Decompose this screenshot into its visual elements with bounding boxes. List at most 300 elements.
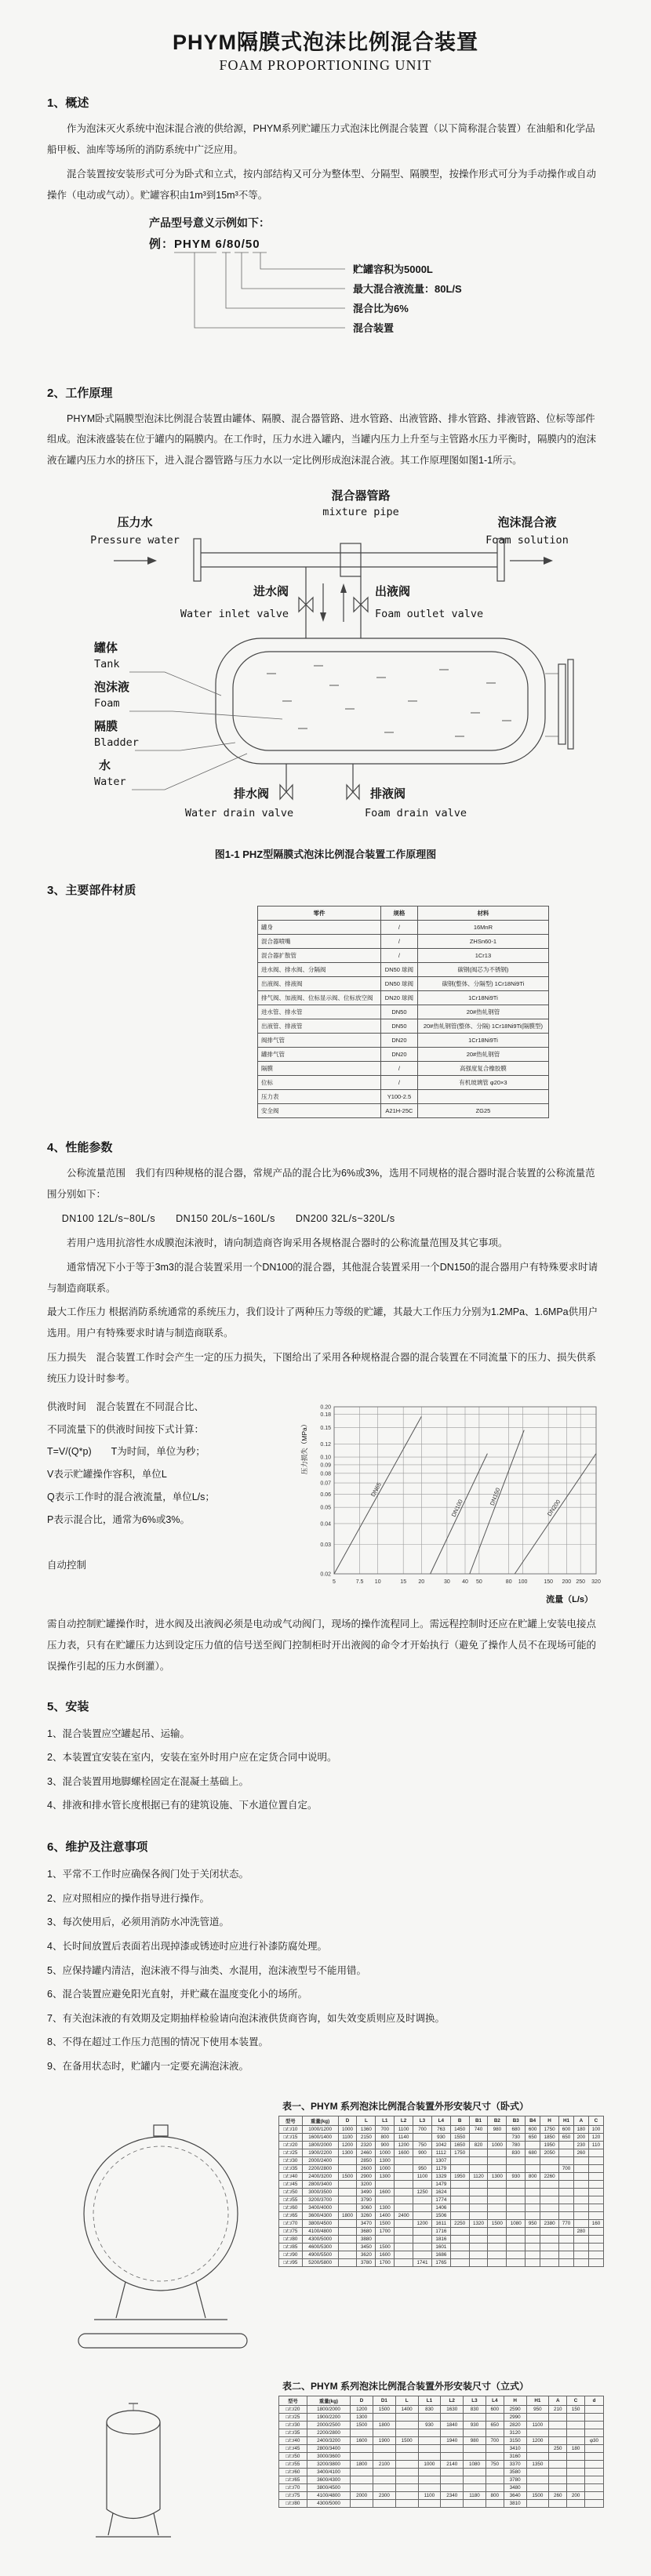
table-row: [258, 921, 549, 935]
list-item: 供液时间 混合装置在不同混合比、: [47, 1401, 205, 1412]
table-row: [279, 2460, 604, 2468]
section-5-heading: 5、安装: [47, 1699, 89, 1713]
table-cell: 2460: [357, 2149, 376, 2156]
table-cell: [338, 2156, 357, 2164]
svg-text:5: 5: [333, 1579, 336, 1585]
table-cell: 160: [588, 2219, 603, 2227]
pressure-loss-paragraph: 压力损失 混合装置工作时会产生一定的压力损失，下图给出了采用各种规格混合器的混合装置在不同流量下的压力、损失供系统压力设计时参考。: [47, 1352, 597, 1384]
table-cell: 1550: [450, 2133, 469, 2141]
table-cell: 4100/4800: [307, 2491, 350, 2499]
table-cell: [418, 2468, 441, 2476]
model-designation-svg: [78, 211, 549, 360]
column-header: 重量(kg): [307, 2396, 350, 2405]
table-cell: 1500: [376, 2219, 395, 2227]
working-principle-paragraph: PHYM卧式隔膜型泡沫比例混合装置由罐体、隔膜、混合器管路、进水管路、出液管路、排水管路、排液管路、位标等部件组成。泡沫液盛装在位于罐内的隔膜内。在工作时，压力水进入罐内，当罐内压力上升至与主管路水压力平衡时，隔膜内的泡沫液在罐内压力水的挤压下，进入混合器管路与压力水以一定比例形成泡沫混合液。其工作原理图如图1-1所示。: [47, 412, 597, 467]
table-cell: [573, 2156, 588, 2164]
table-cell: □/□/35: [279, 2164, 303, 2172]
tank-end-view-inner: [93, 2146, 228, 2281]
water-label-en: Water: [94, 776, 126, 789]
table-cell: 1180: [464, 2491, 486, 2499]
tank-outer-shell: [216, 638, 545, 764]
column-header: 型号: [279, 2116, 303, 2125]
table-cell: [469, 2188, 488, 2196]
table-cell: [373, 2483, 395, 2491]
table-cell: /: [380, 949, 417, 963]
table-cell: 4100/4800: [302, 2227, 338, 2235]
table-cell: 3880: [357, 2235, 376, 2243]
table-cell: 200: [573, 2133, 588, 2141]
table-row: [258, 1005, 549, 1019]
table-cell: 1900/2200: [307, 2413, 350, 2421]
materials-table: [257, 906, 549, 1118]
table-row: [279, 2172, 604, 2180]
vertical-dimensions-table: [278, 2396, 604, 2508]
table-row: [258, 935, 549, 949]
table-cell: [585, 2405, 604, 2413]
table-cell: [567, 2413, 585, 2421]
table-cell: [469, 2133, 488, 2141]
column-header: B4: [526, 2116, 540, 2125]
table-cell: 780: [507, 2141, 526, 2149]
auto-control-paragraph: 需自动控制贮罐操作时，进水阀及出液阀必须是电动或气动阀门，现场的操作流程同上。需远程控制时还应在贮罐上安装电接点压力表，只有在贮罐压力达到设定压力值的信号送至阀门控制柜时开出液阀的命令才开始执行（避免了操作人员不在现场可能的误操作引起的压力水倒灌）。: [47, 1618, 597, 1672]
model-example: 例：PHYM 6/80/50: [149, 237, 260, 251]
list-item: 5、应保持罐内清洁，泡沫液不得与油类、水混用，泡沫液型号不能用错。: [47, 1964, 366, 1976]
table-cell: 3200: [357, 2180, 376, 2188]
table-cell: [488, 2156, 507, 2164]
column-header: 零件: [258, 907, 381, 921]
table-cell: 2820: [504, 2421, 526, 2429]
table-cell: DN20: [380, 1034, 417, 1048]
table-cell: 930: [464, 2421, 486, 2429]
table-cell: □/□/40: [279, 2436, 307, 2444]
table-cell: 820: [469, 2141, 488, 2149]
table-cell: 3200/3800: [307, 2460, 350, 2468]
table-cell: 1100: [338, 2133, 357, 2141]
table-cell: [373, 2476, 395, 2483]
table-cell: [441, 2499, 464, 2507]
table-cell: 1042: [431, 2141, 450, 2149]
table-cell: 1700: [376, 2258, 395, 2266]
table-cell: 763: [431, 2125, 450, 2133]
table-cell: 混合器扩散管: [258, 949, 381, 963]
table-cell: [488, 2188, 507, 2196]
table-cell: 830: [464, 2405, 486, 2413]
table-cell: [559, 2172, 574, 2180]
table-cell: 1300: [338, 2149, 357, 2156]
table-cell: 1300: [376, 2172, 395, 2180]
table-cell: [395, 2204, 413, 2211]
table-row: [279, 2483, 604, 2491]
table-cell: 3600/4300: [302, 2211, 338, 2219]
table-cell: 980: [488, 2125, 507, 2133]
svg-text:0.20: 0.20: [320, 1404, 331, 1411]
table-cell: [464, 2499, 486, 2507]
table-cell: 980: [464, 2436, 486, 2444]
table-cell: 1300: [376, 2204, 395, 2211]
table-cell: 1650: [450, 2141, 469, 2149]
vertical-left-leg: [108, 2513, 113, 2535]
table-cell: 750: [486, 2460, 504, 2468]
table-cell: [395, 2180, 413, 2188]
list-item: 7、有关泡沫液的有效期及定期抽样检验请向泡沫液供货商咨询，如失效变质则应及时调换。: [47, 2012, 445, 2024]
table-cell: [526, 2243, 540, 2251]
table-cell: 800: [376, 2133, 395, 2141]
table-cell: [540, 2204, 559, 2211]
table-cell: [567, 2483, 585, 2491]
vertical-right-leg: [154, 2513, 158, 2535]
table-cell: □/□/45: [279, 2444, 307, 2452]
list-item: 3、混合装置用地脚螺栓固定在混凝土基础上。: [47, 1775, 249, 1787]
table-cell: [395, 2421, 418, 2429]
table-cell: 阀排气管: [258, 1034, 381, 1048]
svg-text:0.10: 0.10: [320, 1455, 331, 1461]
pressure-water-label-en: Pressure water: [90, 534, 180, 547]
table-cell: [549, 2483, 567, 2491]
foam-solution-label-en: Foam solution: [486, 534, 569, 547]
list-item: 3、每次使用后，必须用消防水冲洗管道。: [47, 1917, 229, 1928]
table-cell: [526, 2188, 540, 2196]
table-cell: 1765: [431, 2258, 450, 2266]
table-cell: 3620: [357, 2251, 376, 2258]
table-cell: 3640: [504, 2491, 526, 2499]
table-cell: □/□/30: [279, 2421, 307, 2429]
table-cell: [588, 2156, 603, 2164]
table-cell: [464, 2444, 486, 2452]
table-cell: 3400/4100: [307, 2468, 350, 2476]
table-cell: [549, 2452, 567, 2460]
column-header: L: [357, 2116, 376, 2125]
table-cell: 3000/3500: [302, 2188, 338, 2196]
table-cell: [450, 2204, 469, 2211]
supply-time-block: [47, 1396, 298, 1611]
table-row: [279, 2444, 604, 2452]
table-cell: 1500: [351, 2421, 373, 2429]
table-cell: [413, 2180, 432, 2188]
mixture-pipe-label-cn: 混合器管路: [331, 489, 391, 503]
level-gauge-plate: [568, 659, 573, 749]
table-cell: [441, 2429, 464, 2436]
table-cell: [540, 2227, 559, 2235]
column-header: B: [450, 2116, 469, 2125]
table-cell: 1800: [351, 2460, 373, 2468]
section-1-heading: 1、概述: [47, 96, 89, 110]
table-row: [279, 2141, 604, 2149]
table-cell: [395, 2235, 413, 2243]
table-cell: ZHSn60-1: [417, 935, 548, 949]
table-cell: [450, 2227, 469, 2235]
table-row: [279, 2251, 604, 2258]
table-cell: [413, 2211, 432, 2219]
table-cell: 1750: [540, 2125, 559, 2133]
left-leg: [116, 2282, 125, 2318]
column-header: H: [504, 2396, 526, 2405]
table-cell: □/□/65: [279, 2476, 307, 2483]
tank-side-view: [78, 2334, 247, 2348]
table-cell: [469, 2156, 488, 2164]
table-cell: [573, 2180, 588, 2188]
table-cell: □/□/55: [279, 2196, 303, 2204]
table-cell: □/□/30: [279, 2156, 303, 2164]
table-cell: 930: [418, 2421, 441, 2429]
foam-outlet-valve-label-cn: 出液阀: [375, 585, 411, 599]
foam-label-cn: 泡沫液: [94, 681, 130, 695]
table-cell: [413, 2227, 432, 2235]
table-cell: 罐身: [258, 921, 381, 935]
table-cell: [588, 2180, 603, 2188]
table-cell: 2400/3200: [302, 2172, 338, 2180]
table-cell: [573, 2243, 588, 2251]
column-header: L4: [431, 2116, 450, 2125]
table-row: [258, 1019, 549, 1034]
table-cell: [540, 2164, 559, 2172]
svg-text:0.04: 0.04: [320, 1521, 331, 1528]
table-cell: [464, 2468, 486, 2476]
table-cell: [526, 2429, 549, 2436]
table-cell: [588, 2211, 603, 2219]
table-cell: [549, 2413, 567, 2421]
table-cell: 1100: [418, 2491, 441, 2499]
table-cell: 1100: [395, 2125, 413, 2133]
table-row: [279, 2436, 604, 2444]
column-header: B2: [488, 2116, 507, 2125]
column-header: D: [351, 2396, 373, 2405]
table-cell: 20#热轧钢管: [417, 1048, 548, 1062]
table-cell: [507, 2180, 526, 2188]
table-cell: [559, 2204, 574, 2211]
table-cell: 1506: [431, 2211, 450, 2219]
table-row: [258, 1104, 549, 1118]
table-cell: [526, 2227, 540, 2235]
table-cell: [540, 2211, 559, 2219]
table-cell: /: [380, 1076, 417, 1090]
table-cell: [418, 2429, 441, 2436]
table-cell: 770: [559, 2219, 574, 2227]
table-cell: [338, 2204, 357, 2211]
table-cell: 730: [507, 2133, 526, 2141]
table-row: [279, 2429, 604, 2436]
table-cell: [573, 2219, 588, 2227]
table-cell: [567, 2436, 585, 2444]
table-cell: [526, 2204, 540, 2211]
table-cell: [338, 2235, 357, 2243]
table-cell: 1700: [376, 2227, 395, 2235]
table-cell: 3480: [504, 2483, 526, 2491]
table-cell: 2250: [450, 2219, 469, 2227]
table-cell: 1800: [338, 2211, 357, 2219]
table-row: [258, 1034, 549, 1048]
table-row: [279, 2149, 604, 2156]
table-cell: [526, 2180, 540, 2188]
table-cell: [418, 2483, 441, 2491]
table-cell: □/□/60: [279, 2468, 307, 2476]
table-cell: 位标: [258, 1076, 381, 1090]
table-cell: [441, 2483, 464, 2491]
table-cell: [559, 2149, 574, 2156]
table-cell: 1500: [376, 2243, 395, 2251]
table-cell: 680: [526, 2149, 540, 2156]
table-cell: [418, 2436, 441, 2444]
table-cell: [588, 2172, 603, 2180]
table-cell: [395, 2188, 413, 2196]
table-cell: 3800/4500: [307, 2483, 350, 2491]
table-cell: [488, 2164, 507, 2172]
table-cell: 1300: [351, 2413, 373, 2421]
table-cell: 1400: [395, 2405, 418, 2413]
table-cell: [567, 2499, 585, 2507]
table-cell: [526, 2196, 540, 2204]
table-cell: 3470: [357, 2219, 376, 2227]
table-cell: [486, 2429, 504, 2436]
table-cell: 3780: [504, 2476, 526, 2483]
table-cell: DN20: [380, 1048, 417, 1062]
column-header: D: [338, 2116, 357, 2125]
table-cell: □/□/50: [279, 2188, 303, 2196]
table-cell: 1500: [338, 2172, 357, 2180]
pressure-water-label-cn: 压力水: [117, 516, 153, 530]
column-header: L: [395, 2396, 418, 2405]
table-cell: 180: [567, 2444, 585, 2452]
table-cell: 1320: [469, 2219, 488, 2227]
table-row: [279, 2452, 604, 2460]
vertical-tank-bottom: [107, 2509, 160, 2519]
table-row: [279, 2133, 604, 2141]
table-row: [258, 1090, 549, 1104]
table-row: [279, 2235, 604, 2243]
table-cell: □/□/35: [279, 2429, 307, 2436]
table-cell: [573, 2251, 588, 2258]
table-row: [258, 963, 549, 977]
table-cell: 1850: [540, 2133, 559, 2141]
table-cell: 1816: [431, 2235, 450, 2243]
table-cell: [395, 2460, 418, 2468]
table-cell: [573, 2172, 588, 2180]
table-cell: 800: [486, 2491, 504, 2499]
table-cell: 4300/5000: [302, 2235, 338, 2243]
section-2-heading: 2、工作原理: [47, 386, 113, 400]
table-cell: [585, 2413, 604, 2421]
table-cell: 3680: [357, 2227, 376, 2235]
table-cell: 260: [549, 2491, 567, 2499]
leader-flow: [242, 253, 345, 289]
table-cell: □/□/80: [279, 2235, 303, 2243]
table-cell: 2400: [395, 2211, 413, 2219]
table-cell: 1329: [431, 2172, 450, 2180]
foam-leader: [129, 711, 282, 719]
table-cell: 1200: [351, 2405, 373, 2413]
table-cell: [418, 2452, 441, 2460]
table-cell: 680: [507, 2125, 526, 2133]
table-cell: 1840: [441, 2421, 464, 2429]
table-cell: 1Cr18Ni9Ti: [417, 1034, 548, 1048]
table-cell: □/□/40: [279, 2172, 303, 2180]
table-cell: [450, 2180, 469, 2188]
table-row: [279, 2491, 604, 2499]
svg-text:0.12: 0.12: [320, 1441, 331, 1448]
table-cell: [488, 2243, 507, 2251]
table-cell: [585, 2499, 604, 2507]
table-cell: 排气阀、加液阀、位标显示阀、位标放空阀: [258, 991, 381, 1005]
table-cell: [488, 2149, 507, 2156]
svg-text:0.03: 0.03: [320, 1542, 331, 1548]
table-cell: 混合器喷嘴: [258, 935, 381, 949]
table-cell: [464, 2452, 486, 2460]
table-cell: [441, 2452, 464, 2460]
table-cell: 1000: [488, 2141, 507, 2149]
table-cell: [526, 2413, 549, 2421]
table-cell: 隔膜: [258, 1062, 381, 1076]
foam-drain-label-cn: 排液阀: [370, 787, 406, 801]
table-cell: [488, 2251, 507, 2258]
table-cell: 2100: [373, 2460, 395, 2468]
mixture-pipe-label-en: mixture pipe: [322, 506, 399, 519]
table-cell: □/□/10: [279, 2125, 303, 2133]
tank-label-cn: 罐体: [94, 641, 118, 656]
table-cell: □/□/75: [279, 2227, 303, 2235]
table-cell: 1774: [431, 2196, 450, 2204]
table-cell: 950: [526, 2219, 540, 2227]
table-cell: 1112: [431, 2149, 450, 2156]
svg-text:0.02: 0.02: [320, 1571, 331, 1578]
table-cell: [559, 2227, 574, 2235]
table-cell: 280: [573, 2227, 588, 2235]
table-cell: [441, 2476, 464, 2483]
list-item: Q表示工作时的混合液流量，单位L/s；: [47, 1491, 215, 1502]
table-cell: [585, 2476, 604, 2483]
table-cell: [567, 2452, 585, 2460]
column-header: L3: [464, 2396, 486, 2405]
table-cell: 1600: [395, 2149, 413, 2156]
table-cell: □/□/65: [279, 2211, 303, 2219]
table-cell: [441, 2444, 464, 2452]
left-flange: [194, 539, 201, 581]
table-cell: [395, 2196, 413, 2204]
table-cell: [469, 2204, 488, 2211]
max-pressure-paragraph: 最大工作压力 根据消防系统通常的系统压力，我们设计了两种压力等级的贮罐，其最大工作压力分别为1.2MPa、1.6MPa供用户选用。用户有特殊要求时请与制造商联系。: [47, 1306, 598, 1339]
table-cell: [413, 2133, 432, 2141]
table-cell: [526, 2235, 540, 2243]
table-cell: 1000: [338, 2125, 357, 2133]
table-cell: 3600/4300: [307, 2476, 350, 2483]
table-cell: 1624: [431, 2188, 450, 2196]
table-cell: 700: [559, 2164, 574, 2172]
list-item: 1、平常不工作时应确保各阀门处于关闭状态。: [47, 1869, 249, 1880]
table-cell: [395, 2491, 418, 2499]
table-cell: 830: [418, 2405, 441, 2413]
table-cell: [585, 2468, 604, 2476]
svg-text:50: 50: [476, 1579, 482, 1585]
table-cell: [464, 2483, 486, 2491]
table-cell: 2150: [357, 2133, 376, 2141]
table-cell: [469, 2235, 488, 2243]
list-item: 2、应对照相应的操作指导进行操作。: [47, 1892, 209, 1904]
table-cell: 2300: [373, 2491, 395, 2499]
table1-caption: 表一、PHYM 系列泡沫比例混合装置外形安装尺寸（卧式）: [282, 2100, 529, 2112]
table-cell: [450, 2156, 469, 2164]
model-label-ratio: 混合比为6%: [353, 302, 409, 314]
table-cell: [567, 2476, 585, 2483]
table-row: [279, 2219, 604, 2227]
table-cell: [488, 2180, 507, 2188]
table-cell: 1307: [431, 2156, 450, 2164]
table-cell: 600: [526, 2125, 540, 2133]
svg-text:0.15: 0.15: [320, 1425, 331, 1431]
table-cell: 1600: [376, 2251, 395, 2258]
table-cell: [395, 2444, 418, 2452]
svg-text:30: 30: [444, 1579, 450, 1585]
svg-text:250: 250: [576, 1579, 586, 1585]
table-cell: [338, 2180, 357, 2188]
table-cell: 20#热轧钢管: [417, 1005, 548, 1019]
